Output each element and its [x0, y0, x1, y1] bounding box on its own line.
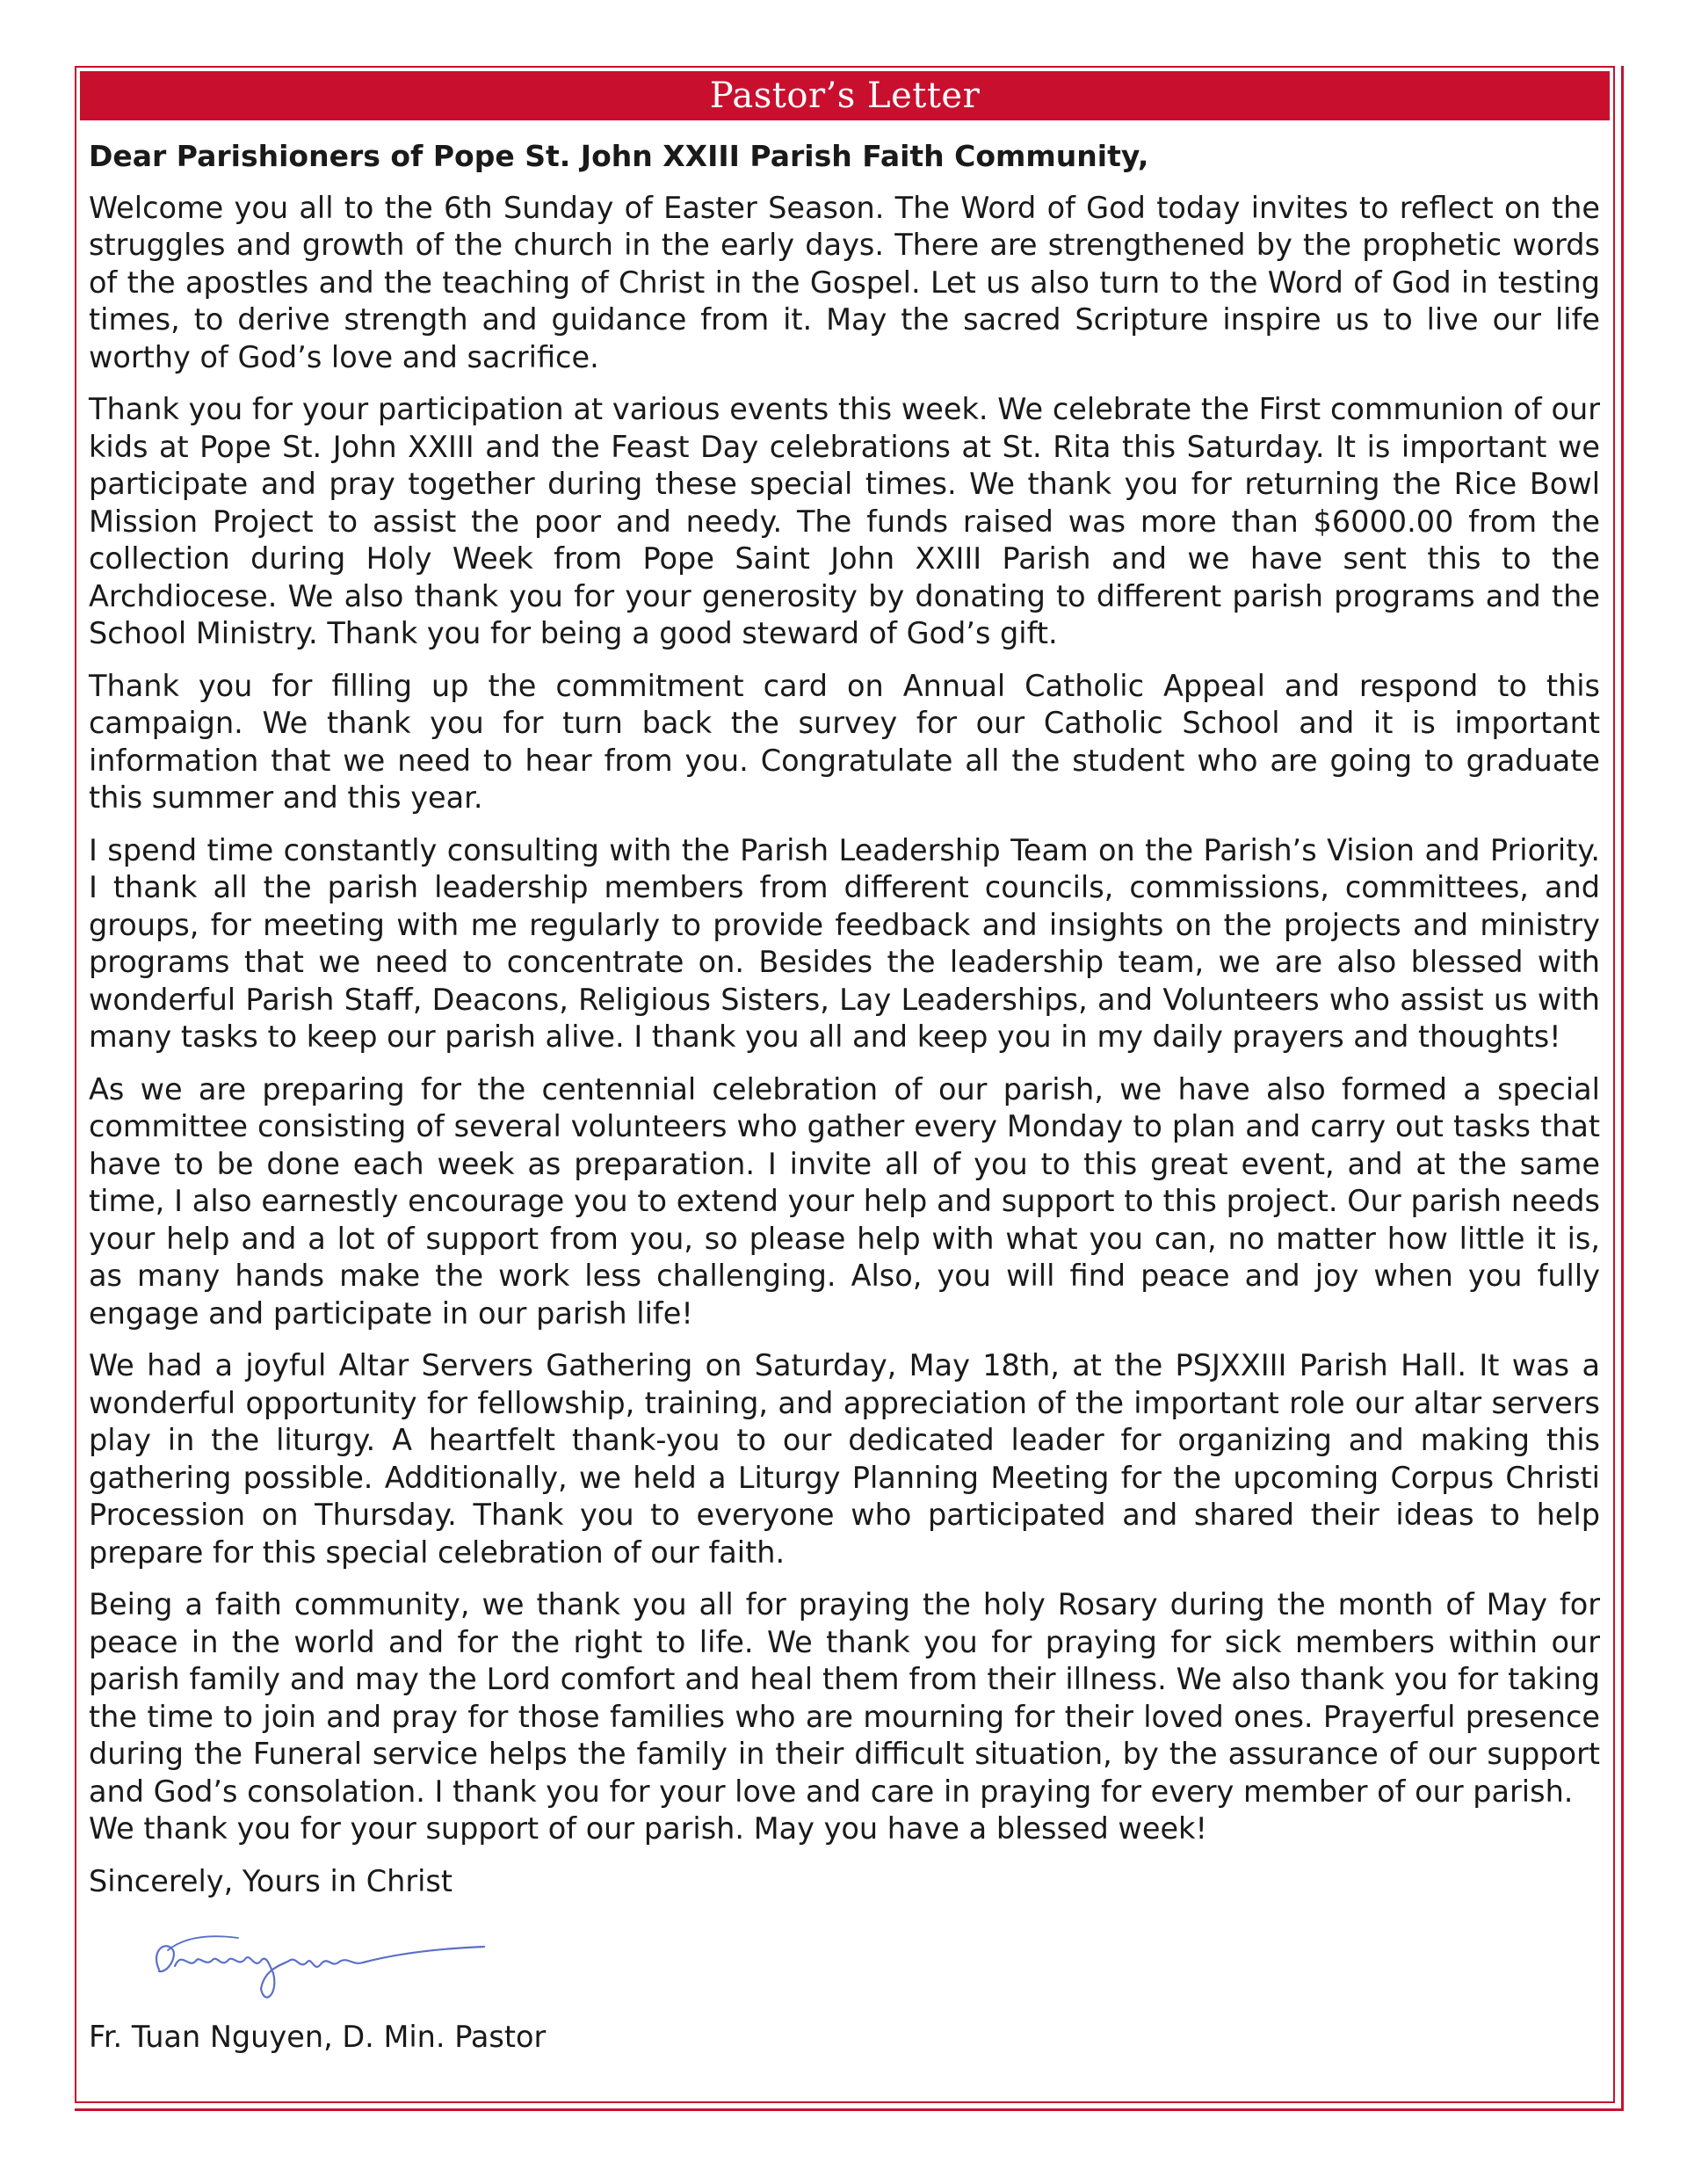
paragraph-welcome: Welcome you all to the 6th Sunday of Easter Season. The Word of God today invites to reflect on the struggles and growth of the church in the early days. There are strengthened by the prophetic words of the apostles and the teaching of Christ in the Gospel. Let us also turn to the Word of God in testing times, to derive strength and guidance from it. May the sacred Scripture inspire us to live our life worthy of God’s love and sacrifice. [89, 190, 1600, 374]
paragraph-appeal: Thank you for filling up the commitment card on Annual Catholic Appeal and respond to this campaign. We thank you for turn back the survey for our Catholic School and it is important information that we need to hear from you. Congratulate all the student who are going to graduate this summer and this year. [89, 668, 1600, 815]
letter-body [89, 138, 1600, 2057]
handwritten-signature [89, 1915, 1600, 2019]
final-line: We thank you for your support of our parish. May you have a blessed week! [89, 1811, 1207, 1846]
page-title: Pastor’s Letter [709, 76, 981, 116]
closing: Sincerely, Yours in Christ [89, 1863, 453, 1898]
letter-frame [75, 66, 1615, 2103]
paragraph-altar-servers: We had a joyful Altar Servers Gathering on Saturday, May 18th, at the PSJXXIII Parish Hall. It was a wonderful opportunity for fellowship, training, and appreciation of the important role our altar servers play in the liturgy. A heartfelt thank-you to our dedicated leader for organizing and making this gathering possible. Additionally, we held a Liturgy Planning Meeting for the upcoming Corpus Christi Procession on Thursday. Thank you to everyone who participated and shared their ideas to help prepare for this special celebration of our faith. [89, 1348, 1600, 1570]
paragraph-centennial: As we are preparing for the centennial celebration of our parish, we have also formed a special committee consisting of several volunteers who gather every Monday to plan and carry out tasks that have to be done each week as preparation. I invite all of you to this great event, and at the same time, I also earnestly encourage you to extend your help and support to this project. Our parish needs your help and a lot of support from you, so please help with what you can, no matter how little it is, as many hands make the work less challenging. Also, you will find peace and joy when you fully engage and participate in our parish life! [89, 1071, 1600, 1331]
paragraph-leadership: I spend time constantly consulting with the Parish Leadership Team on the Parish’s Vision and Priority. I thank all the parish leadership members from different councils, commissions, committees, and groups, for meeting with me regularly to provide feedback and insights on the projects and ministry programs that we need to concentrate on. Besides the leadership team, we are also blessed with wonderful Parish Staff, Deacons, Religious Sisters, Lay Leaderships, and Volunteers who assist us with many tasks to keep our parish alive. I thank you all and keep you in my daily prayers and thoughts! [89, 832, 1600, 1054]
signature-graphic [133, 1915, 502, 2012]
signer-name: Fr. Tuan Nguyen, D. Min. Pastor [89, 2020, 547, 2054]
paragraph-prayer: Being a faith community, we thank you all for praying the holy Rosary during the month of May for peace in the world and for the right to life. We thank you for praying for sick members within our parish family and may the Lord comfort and heal them from their illness. We also thank you for taking the time to join and pray for those families who are mourning for their loved ones. Prayerful presence during the Funeral service helps the family in their difficult situation, by the assurance of our support and God’s consolation. I thank you for your love and care in praying for every member of our parish. [89, 1587, 1600, 1809]
right-border-rule [1621, 66, 1624, 2111]
bottom-border-rule [75, 2108, 1621, 2111]
paragraph-events: Thank you for your participation at various events this week. We celebrate the First communion of our kids at Pope St. John XXIII and the Feast Day celebrations at St. Rita this Saturday. It is important we participate and pray together during these special times. We thank you for returning the Rice Bowl Mission Project to assist the poor and needy. The funds raised was more than $6000.00 from the collection during Holy Week from Pope Saint John XXIII Parish and we have sent this to the Archdiocese. We also thank you for your generosity by donating to different parish programs and the School Ministry. Thank you for being a good steward of God’s gift. [89, 392, 1600, 650]
title-banner [80, 71, 1610, 120]
salutation: Dear Parishioners of Pope St. John XXIII Parish Faith Community, [89, 139, 1149, 173]
